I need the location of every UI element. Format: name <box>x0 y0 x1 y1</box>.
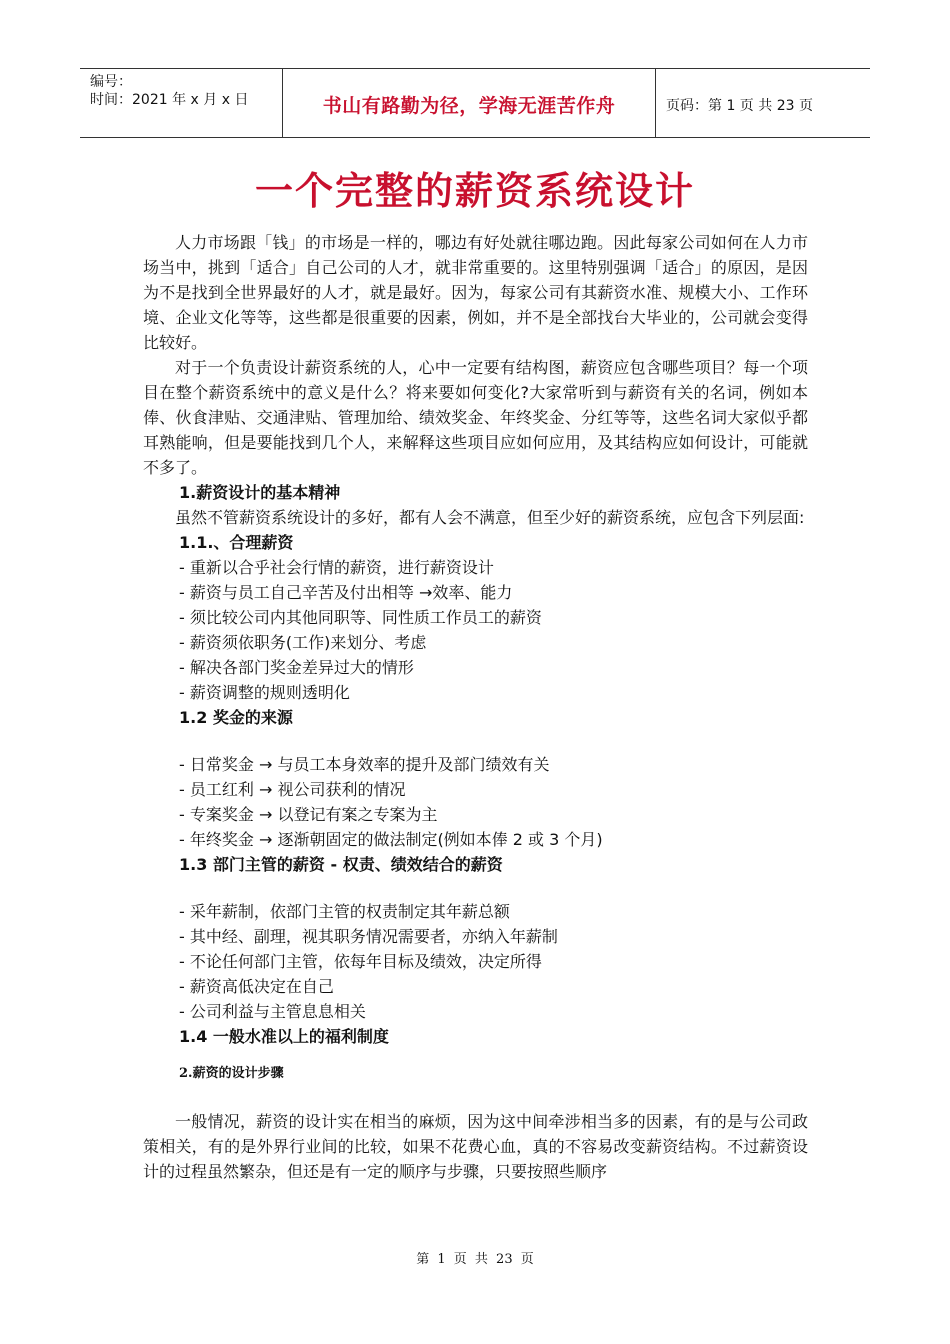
section-1-4-heading: 1.4 一般水准以上的福利制度 <box>179 1027 389 1046</box>
list-item: - 年终奖金 → 逐渐朝固定的做法制定(例如本俸 2 或 3 个月) <box>179 830 603 849</box>
header-table <box>80 68 870 138</box>
intro-paragraph-1: 人力市场跟「钱」的市场是一样的，哪边有好处就往哪边跑。因此每家公司如何在人力市场当中，挑到「适合」自己公司的人才，就非常重要的。这里特别强调「适合」的原因，是因为不是找到全世界最好的人才，就是最好。因为，每家公司有其薪资水准、规模大小、工作环境、企业文化等等，这些都是很重要的因素，例如，并不是全部找台大毕业的，公司就会变得比较好。 <box>143 233 808 352</box>
section-1-heading: 1.薪资设计的基本精神 <box>179 483 341 502</box>
list-item: - 解决各部门奖金差异过大的情形 <box>179 658 414 677</box>
list-item: - 不论任何部门主管，依每年目标及绩效，决定所得 <box>179 952 542 971</box>
list-item: - 专案奖金 → 以登记有案之专案为主 <box>179 805 438 824</box>
section-1-1-heading: 1.1.、合理薪资 <box>179 533 294 552</box>
document-number-label: 编号： <box>90 74 132 90</box>
header-meta-cell <box>80 69 283 137</box>
document-time-label: 时间：2021 年 x 月 x 日 <box>90 92 249 108</box>
list-item: - 日常奖金 → 与员工本身效率的提升及部门绩效有关 <box>179 755 550 774</box>
list-item: - 薪资须依职务(工作)来划分、考虑 <box>179 633 427 652</box>
list-item: - 须比较公司内其他同职等、同性质工作员工的薪资 <box>179 608 542 627</box>
section-1-3-heading: 1.3 部门主管的薪资 - 权责、绩效结合的薪资 <box>179 855 503 874</box>
list-item: - 薪资高低决定在自己 <box>179 977 334 996</box>
document-title: 一个完整的薪资系统设计 <box>254 168 695 213</box>
list-item: - 其中经、副理，视其职务情况需要者，亦纳入年薪制 <box>179 927 558 946</box>
header-page-cell <box>656 69 870 137</box>
list-item: - 公司利益与主管息息相关 <box>179 1002 366 1021</box>
list-item: - 薪资调整的规则透明化 <box>179 683 350 702</box>
header-motto: 书山有路勤为径，学海无涯苦作舟 <box>322 95 616 117</box>
intro-paragraph-2: 对于一个负责设计薪资系统的人，心中一定要有结构图，薪资应包含哪些项目？每一个项目在整个薪资系统中的意义是什么？将来要如何变化?大家常听到与薪资有关的名词，例如本俸、伙食津贴、交通津贴、管理加给、绩效奖金、年终奖金、分红等等，这些名词大家似乎都耳熟能响，但是要能找到几个人，来解释这些项目应如何应用，及其结构应如何设计，可能就不多了。 <box>143 358 808 477</box>
section-1-paragraph: 虽然不管薪资系统设计的多好，都有人会不满意，但至少好的薪资系统，应包含下列层面: <box>175 508 805 527</box>
list-item: - 薪资与员工自己辛苦及付出相等 →效率、能力 <box>179 583 513 602</box>
spacer <box>143 877 808 899</box>
list-item: - 重新以合乎社会行情的薪资，进行薪资设计 <box>179 558 494 577</box>
page-footer: 第 1 页 共 23 页 <box>416 1252 534 1267</box>
spacer <box>143 730 808 752</box>
header-motto-cell <box>283 69 656 137</box>
list-item: - 采年薪制，依部门主管的权责制定其年薪总额 <box>179 902 510 921</box>
header-page-info: 页码：第 1 页 共 23 页 <box>666 98 813 114</box>
list-item: - 员工红利 → 视公司获利的情况 <box>179 780 406 799</box>
section-2-heading: 2.薪资的设计步骤 <box>179 1066 284 1081</box>
section-1-2-heading: 1.2 奖金的来源 <box>179 708 293 727</box>
document-body <box>143 230 808 1184</box>
section-2-paragraph: 一般情况，薪资的设计实在相当的麻烦，因为这中间牵涉相当多的因素，有的是与公司政策相关，有的是外界行业间的比较，如果不花费心血，真的不容易改变薪资结构。不过薪资设计的过程虽然繁杂，但还是有一定的顺序与步骤，只要按照些顺序 <box>143 1112 808 1181</box>
